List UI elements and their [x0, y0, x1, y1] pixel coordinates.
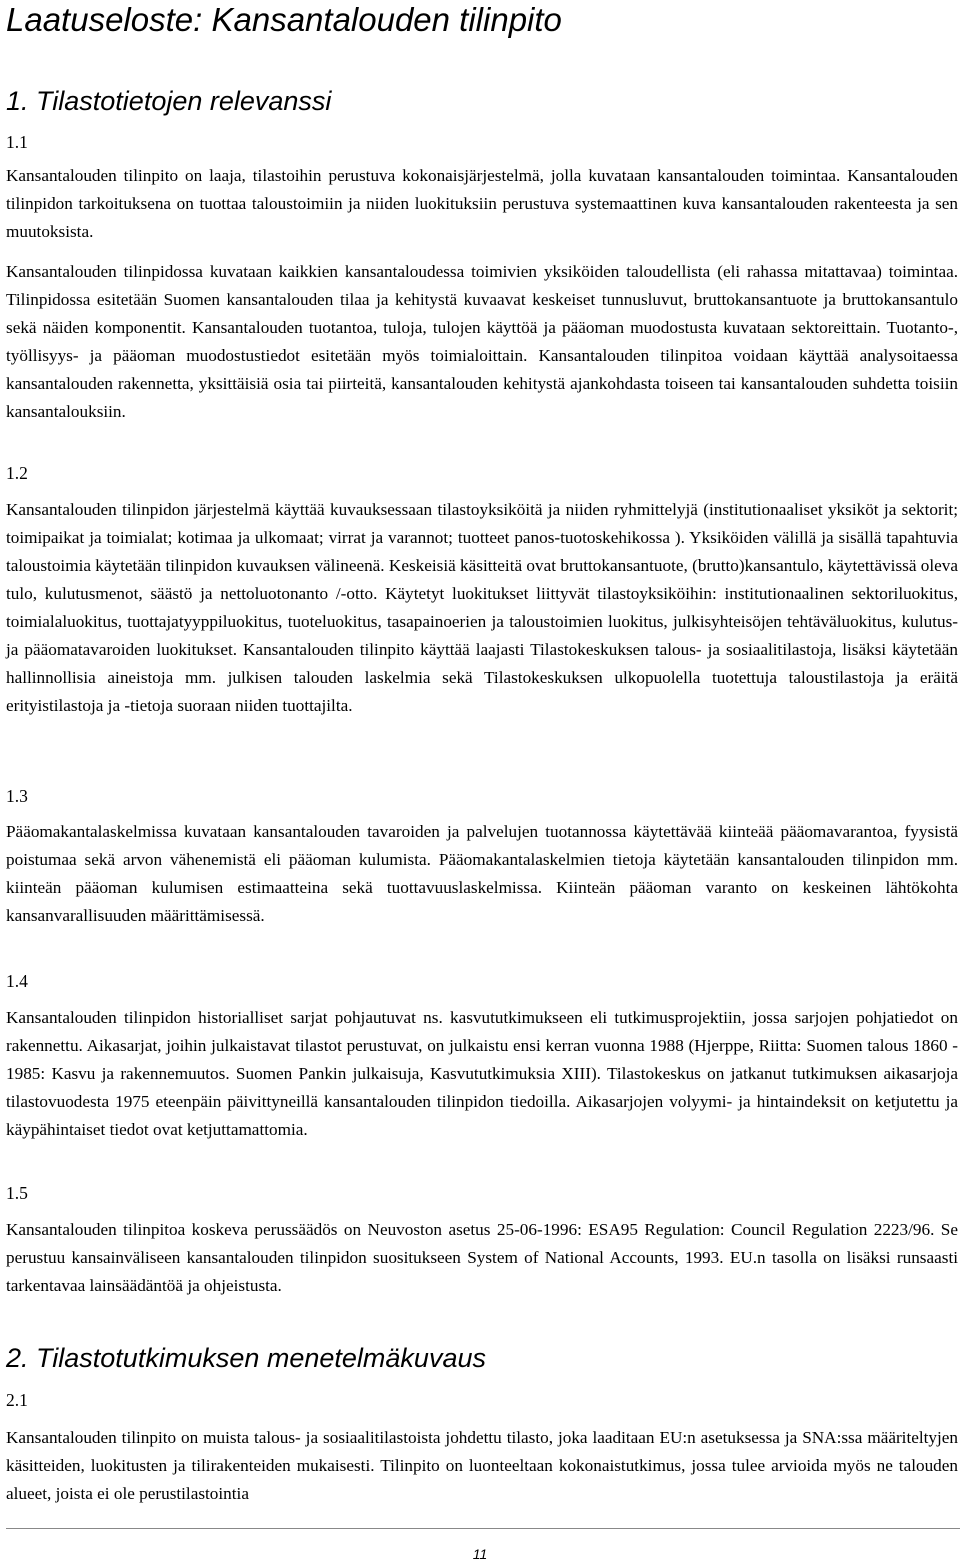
subsection-number-1-5: 1.5	[6, 1183, 28, 1203]
paragraph-1-3: Pääomakantalaskelmissa kuvataan kansantalouden tavaroiden ja palvelujen tuotannossa käytettävää kiinteää pääomavarantoa, fyysistä poistumaa sekä arvon vähenemistä eli pääoman kulumista. Pääomakantalaskelmien tietoja käytetään kansantalouden tilinpidon mm. kiinteän pääoman kulumisen estimaatteina sekä tuottavuuslaskelmissa. Kiinteän pääoman varanto on keskeinen lähtökohta kansanvarallisuuden määrittämisessä.	[6, 822, 958, 925]
paragraph-2-1: Kansantalouden tilinpito on muista talous- ja sosiaalitilastoista johdettu tilasto, joka laaditaan EU:n asetuksessa ja SNA:ssa määriteltyjen käsitteiden, luokitusten ja tilirakenteiden mukaisesti. Tilinpito on luonteeltaan kokonaistutkimus, jossa tulee arvioida myös ne talouden alueet, joista ei ole perustilastointia	[6, 1428, 958, 1503]
document-title: Laatuseloste: Kansantalouden tilinpito	[6, 1, 562, 38]
paragraph-1-1-a: Kansantalouden tilinpito on laaja, tilastoihin perustuva kokonaisjärjestelmä, jolla kuvataan kansantalouden toimintaa. Kansantalouden tilinpidon tarkoituksena on tuottaa taloustoimiin ja niiden luokituksiin perustuva systemaattinen kuva kansantalouden rakenteesta ja sen muutoksista.	[6, 166, 958, 241]
page-number: 11	[472, 1546, 488, 1562]
subsection-number-1-1: 1.1	[6, 132, 28, 152]
paragraph-1-5: Kansantalouden tilinpitoa koskeva perussäädös on Neuvoston asetus 25-06-1996: ESA95 Regulation: Council Regulation 2223/96. Se perustuu kansainväliseen kansantalouden tilinpidon suositukseen System of National Accounts, 1993. EU.n tasolla on lisäksi runsaasti tarkentavaa lainsäädäntöä ja ohjeistusta.	[6, 1220, 958, 1295]
subsection-number-1-4: 1.4	[6, 971, 28, 991]
paragraph-1-4: Kansantalouden tilinpidon historialliset sarjat pohjautuvat ns. kasvututkimukseen eli tutkimusprojektiin, jossa sarjojen pohjatiedot on rakennettu. Aikasarjat, joihin julkaistavat tilastot perustuvat, on julkaistu ensi kerran vuonna 1988 (Hjerppe, Riitta: Suomen talous 1860 - 1985: Kasvu ja rakennemuutos. Suomen Pankin julkaisuja, Kasvututkimuksia XIII). Tilastokeskus on jatkanut tutkimuksen aikasarjoja tilastovuodesta 1975 eteenpäin päivittyneillä kansantalouden tilinpidon tiedoilla. Aikasarjojen volyymi- ja hintaindeksit on ketjutettu ja käypähintaiset tiedot ovat ketjuttamattomia.	[6, 1008, 958, 1139]
section-heading-1: 1. Tilastotietojen relevanssi	[6, 86, 332, 116]
footer-divider	[6, 1528, 960, 1529]
section-heading-2: 2. Tilastotutkimuksen menetelmäkuvaus	[6, 1343, 486, 1373]
paragraph-1-2: Kansantalouden tilinpidon järjestelmä käyttää kuvauksessaan tilastoyksiköitä ja niiden ryhmittelyjä (institutionaaliset yksiköt ja sektorit; toimipaikat ja toimialat; kotimaa ja ulkomaat; virrat ja varannot; tuotteet panos-tuotoskehikossa ). Yksiköiden välillä ja sisällä tapahtuvia taloustoimia käytetään tilinpidon kuvauksen välineenä. Keskeisiä käsitteitä ovat bruttokansantuote, (brutto)kansantulo, käytettävissä oleva tulo, kulutusmenot, säästö ja nettoluotonanto /-otto. Käytetyt luokitukset liittyvät tilastoyksiköihin: institutionaalinen sektoriluokitus, toimialaluokitus, tuottajatyyppiluokitus, tuoteluokitus, tasapainoerien ja taloustoimien luokitus, julkisyhteisöjen tehtäväluokitus, kulutus- ja pääomatavaroiden luokitukset. Kansantalouden tilinpito käyttää laajasti Tilastokeskuksen talous- ja sosiaalitilastoja, lisäksi käytetään hallinnollisia aineistoja mm. julkisen talouden laskelmia sekä Tilastokeskuksen ulkopuolella tuotettuja taloustilastoja ja eräitä erityistilastoja ja -tietoja suoraan niiden tuottajilta.	[6, 500, 958, 715]
subsection-number-2-1: 2.1	[6, 1390, 28, 1410]
paragraph-1-1-b: Kansantalouden tilinpidossa kuvataan kaikkien kansantaloudessa toimivien yksiköiden taloudellista (eli rahassa mitattavaa) toimintaa. Tilinpidossa esitetään Suomen kansantalouden tilaa ja kehitystä kuvaavat keskeiset tunnusluvut, bruttokansantuote ja bruttokansantulo sekä näiden komponentit. Kansantalouden tuotantoa, tuloja, tulojen käyttöä ja pääoman muodostusta kuvataan sektoreittain. Tuotanto-, työllisyys- ja pääoman muodostustiedot esitetään myös toimialoittain. Kansantalouden tilinpitoa voidaan käyttää analysoitaessa kansantalouden rakennetta, yksittäisiä osia tai piirteitä, kansantalouden kehitystä ajankohdasta toiseen tai kansantalouden suhdetta toisiin kansantalouksiin.	[6, 262, 958, 421]
subsection-number-1-3: 1.3	[6, 786, 28, 806]
subsection-number-1-2: 1.2	[6, 463, 28, 483]
